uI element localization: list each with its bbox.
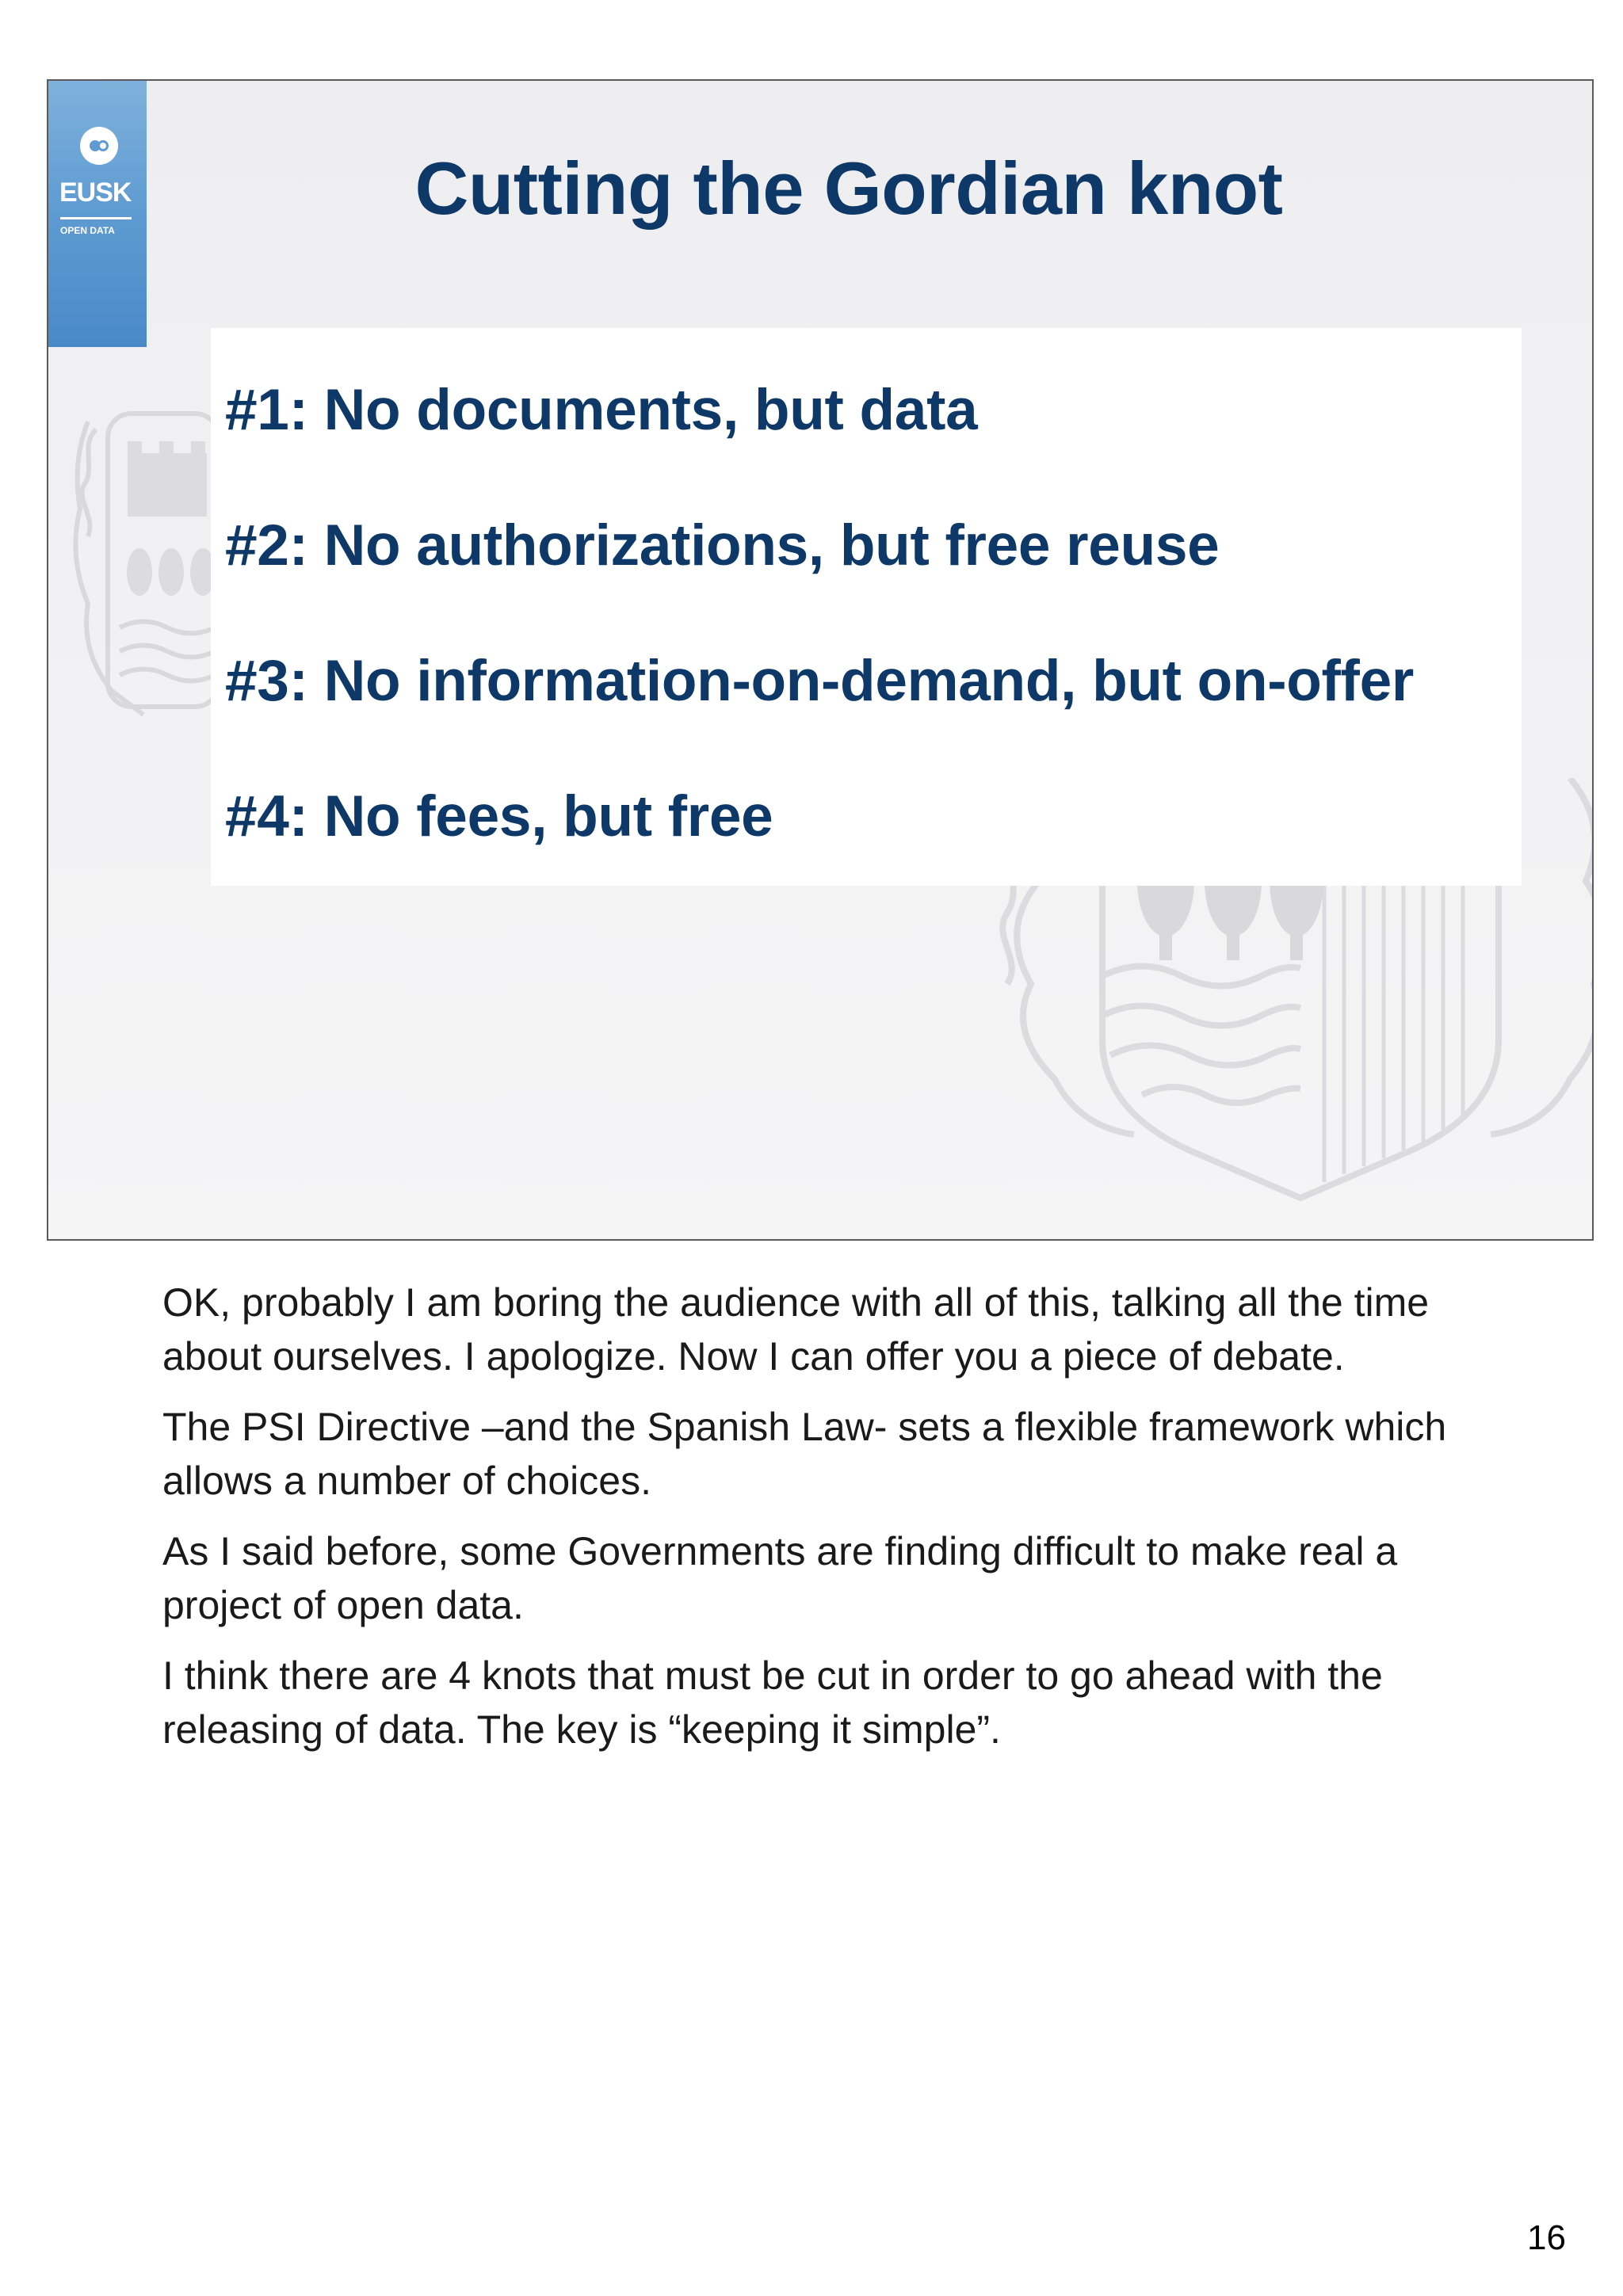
knot-point-3: #3: No information-on-demand, but on-offer — [225, 649, 1414, 713]
knot-point-2: #2: No authorizations, but free reuse — [225, 513, 1220, 578]
speaker-notes — [162, 1276, 1462, 1773]
page-number: 16 — [1527, 2218, 1566, 2257]
note-paragraph-1: OK, probably I am boring the audience with all of this, talking all the time about ourselves. I apologize. Now I can offer you a piece of debate. — [162, 1280, 1430, 1379]
slide — [47, 79, 1594, 1241]
slide-title: Cutting the Gordian knot — [414, 147, 1283, 230]
note-paragraph-2: The PSI Directive –and the Spanish Law- sets a flexible framework which allows a number of choices. — [162, 1405, 1447, 1503]
note-paragraph-3: As I said before, some Governments are finding difficult to make real a project of open data. — [162, 1529, 1398, 1627]
logo-divider — [60, 217, 132, 219]
logo-subtitle: OPEN DATA — [60, 225, 115, 236]
open-data-rings-icon — [80, 127, 118, 165]
note-paragraph-4: I think there are 4 knots that must be cut in order to go ahead with the releasing of data. The key is “keeping it simple”. — [162, 1653, 1383, 1752]
knots-list — [211, 328, 1522, 886]
knot-point-1: #1: No documents, but data — [225, 378, 978, 442]
coat-of-arms-watermark-left — [64, 398, 223, 730]
knot-point-4: #4: No fees, but free — [225, 784, 773, 849]
logo-wordmark: EUSK — [59, 177, 132, 208]
eusk-logo — [48, 81, 147, 347]
